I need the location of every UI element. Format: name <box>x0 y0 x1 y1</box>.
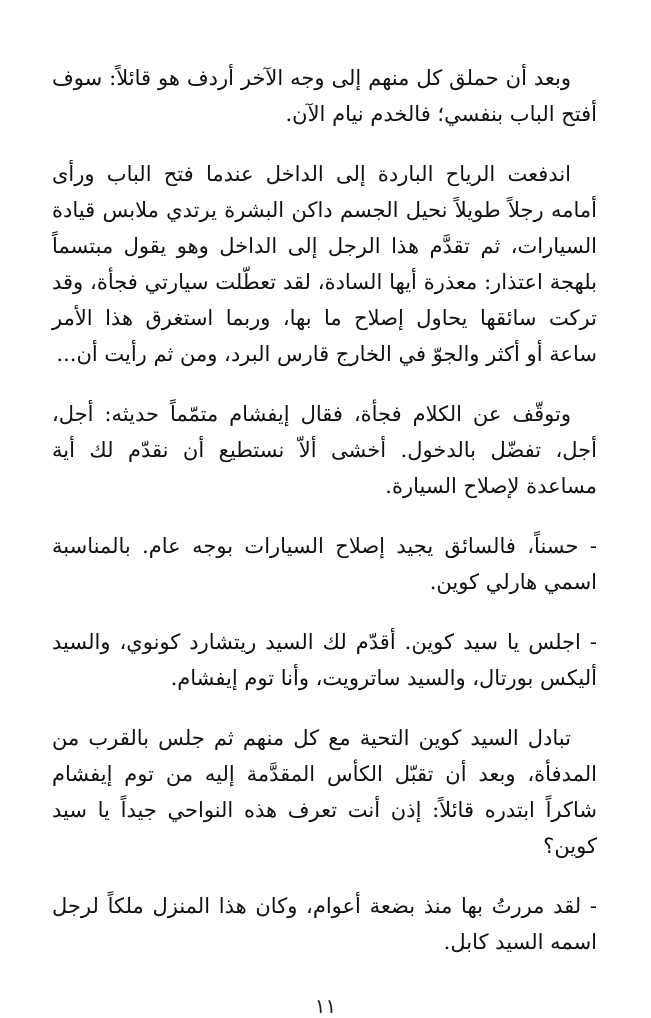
paragraph-1: وبعد أن حملق كل منهم إلى وجه الآخر أردف هو قائلاً: سوف أفتح الباب بنفسي؛ فالخدم نيام الآن. <box>52 66 597 126</box>
paragraph-3: وتوقّف عن الكلام فجأة، فقال إيفشام متمّماً حديثه: أجل، أجل، تفضّل بالدخول. أخشى ألاّ نستطيع أن نقدّم لك أية مساعدة لإصلاح السيارة. <box>52 402 597 498</box>
paragraph-2: اندفعت الرياح الباردة إلى الداخل عندما فتح الباب ورأى أمامه رجلاً طويلاً نحيل الجسم داكن البشرة يرتدي ملابس قيادة السيارات، ثم تقدَّم هذا الرجل إلى الداخل وهو يقول مبتسماً بلهجة اعتذار: معذرة أيها السادة، لقد تعطّلت سيارتي فجأة، وقد تركت سائقها يحاول إصلاح ما بها، وربما استغرق هذا الأمر ساعة أو أكثر والجوّ في الخارج قارس البرد، ومن ثم رأيت أن... <box>52 162 597 366</box>
page-body-text <box>52 60 597 984</box>
dialogue-line-2: - اجلس يا سيد كوين. أقدّم لك السيد ريتشارد كونوي، والسيد أليكس بورتال، والسيد ساترويت، وأنا توم إيفشام. <box>52 630 597 690</box>
dialogue-line-3: - لقد مررتُ بها منذ بضعة أعوام، وكان هذا المنزل ملكاً لرجل اسمه السيد كابل. <box>52 894 597 954</box>
page-number: ١١ <box>314 994 337 1018</box>
dialogue-line-1: - حسناً، فالسائق يجيد إصلاح السيارات بوجه عام. بالمناسبة اسمي هارلي كوين. <box>52 534 597 594</box>
paragraph-4: تبادل السيد كوين التحية مع كل منهم ثم جلس بالقرب من المدفأة، وبعد أن تقبّل الكأس المقدَّمة إليه من توم إيفشام شاكراً ابتدره قائلاً: إذن أنت تعرف هذه النواحي جيداً يا سيد كوين؟ <box>52 726 597 858</box>
